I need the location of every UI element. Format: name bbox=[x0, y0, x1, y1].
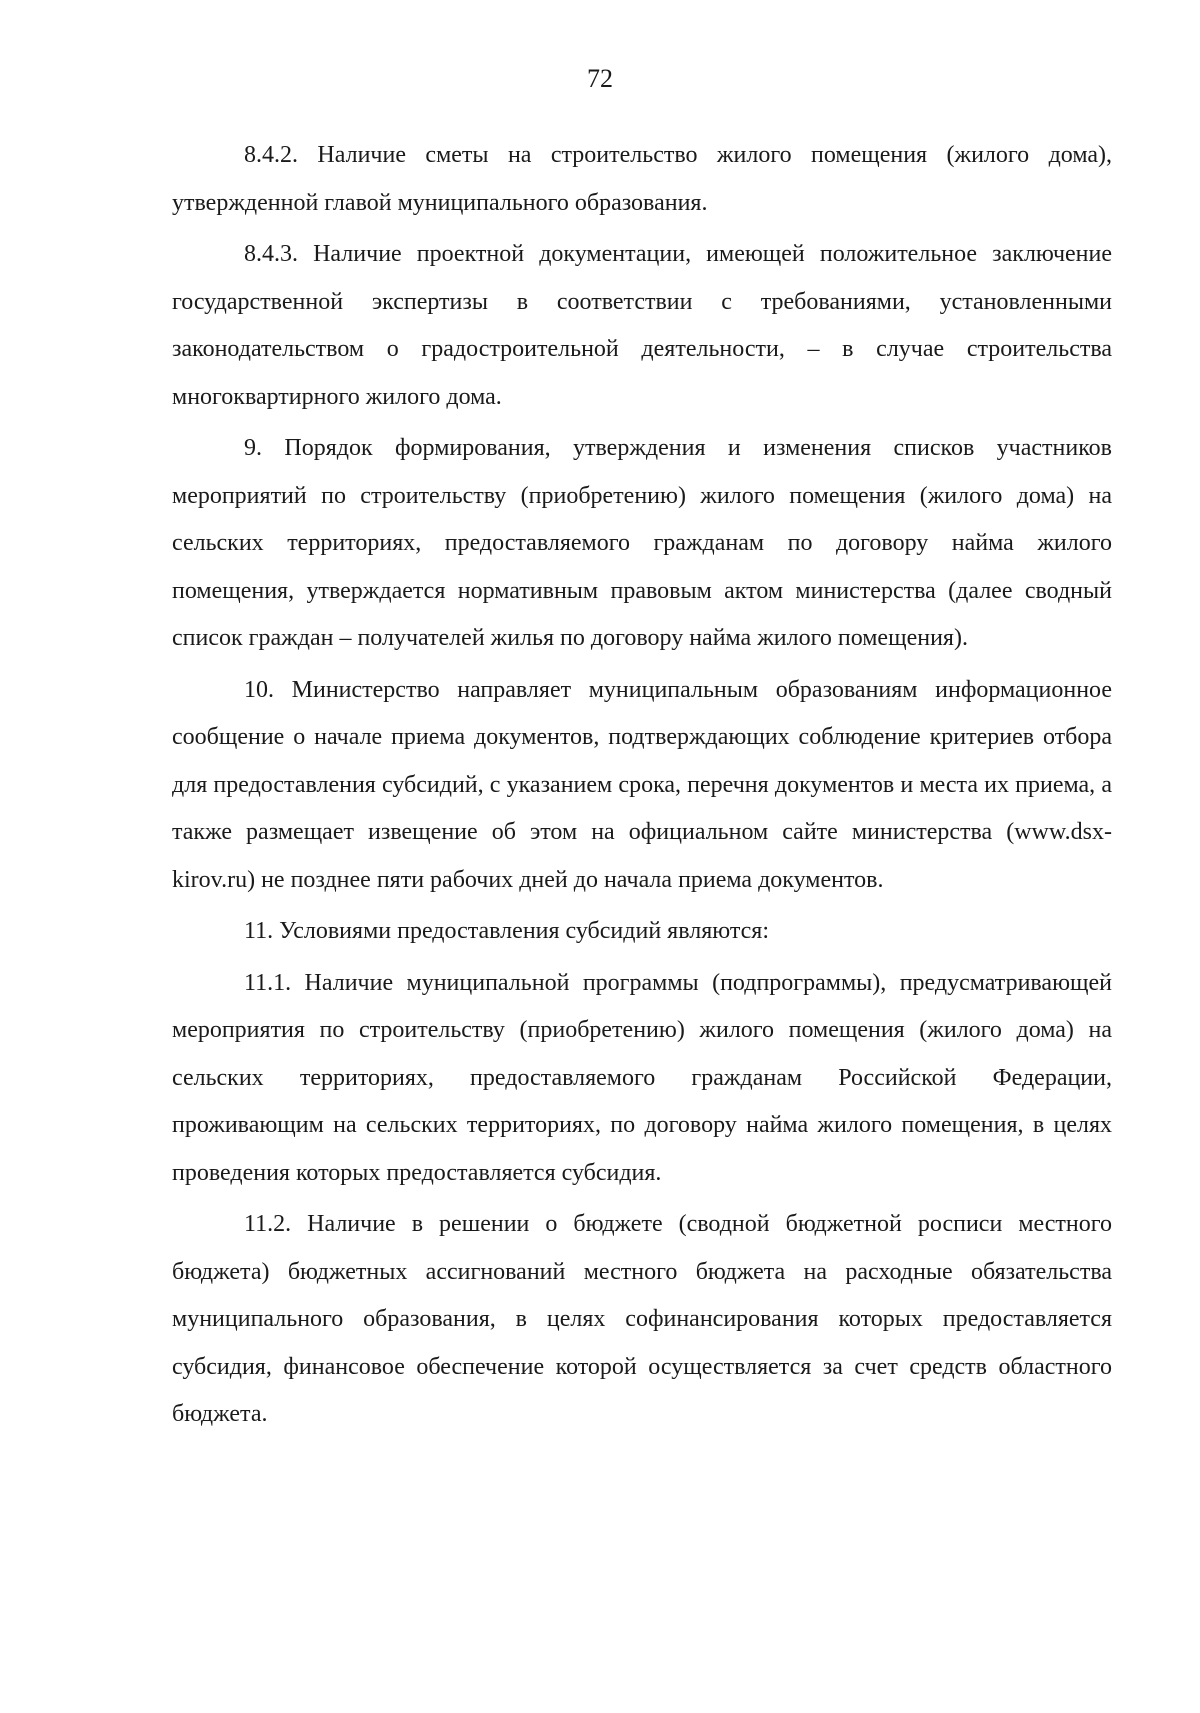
paragraph-9: 9. Порядок формирования, утверждения и изменения списков участников мероприятий по строительству (приобретению) жилого помещения (жилого дома) на сельских территориях, предоставляемого гражданам по договору найма жилого помещения, утверждается нормативным правовым актом министерства (далее сводный список граждан – получателей жилья по договору найма жилого помещения). bbox=[172, 435, 1112, 651]
paragraph-8-4-3: 8.4.3. Наличие проектной документации, имеющей положительное заключение государственной экспертизы в соответствии с требованиями, установленными законодательством о градостроительной деятельности, – в случае строительства многоквартирного жилого дома. bbox=[172, 241, 1112, 410]
page-number: 72 bbox=[587, 64, 613, 93]
document-body bbox=[172, 132, 1112, 1443]
paragraph-10: 10. Министерство направляет муниципальным образованиям информационное сообщение о начале приема документов, подтверждающих соблюдение критериев отбора для предоставления субсидий, с указанием срока, перечня документов и места их приема, а также размещает извещение об этом на официальном сайте министерства (www.dsx-kirov.ru) не позднее пяти рабочих дней до начала приема документов. bbox=[172, 676, 1112, 893]
paragraph-8-4-2: 8.4.2. Наличие сметы на строительство жилого помещения (жилого дома), утвержденной главой муниципального образования. bbox=[172, 142, 1112, 216]
paragraph-11-2: 11.2. Наличие в решении о бюджете (сводной бюджетной росписи местного бюджета) бюджетных ассигнований местного бюджета на расходные обязательства муниципального образования, в целях софинансирования которых предоставляется субсидия, финансовое обеспечение которой осуществляется за счет средств областного бюджета. bbox=[172, 1211, 1112, 1427]
paragraph-11-1: 11.1. Наличие муниципальной программы (подпрограммы), предусматривающей мероприятия по строительству (приобретению) жилого помещения (жилого дома) на сельских территориях, предоставляемого гражданам Российской Федерации, проживающим на сельских территориях, по договору найма жилого помещения, в целях проведения которых предоставляется субсидия. bbox=[172, 969, 1112, 1186]
paragraph-11: 11. Условиями предоставления субсидий являются: bbox=[244, 918, 769, 944]
